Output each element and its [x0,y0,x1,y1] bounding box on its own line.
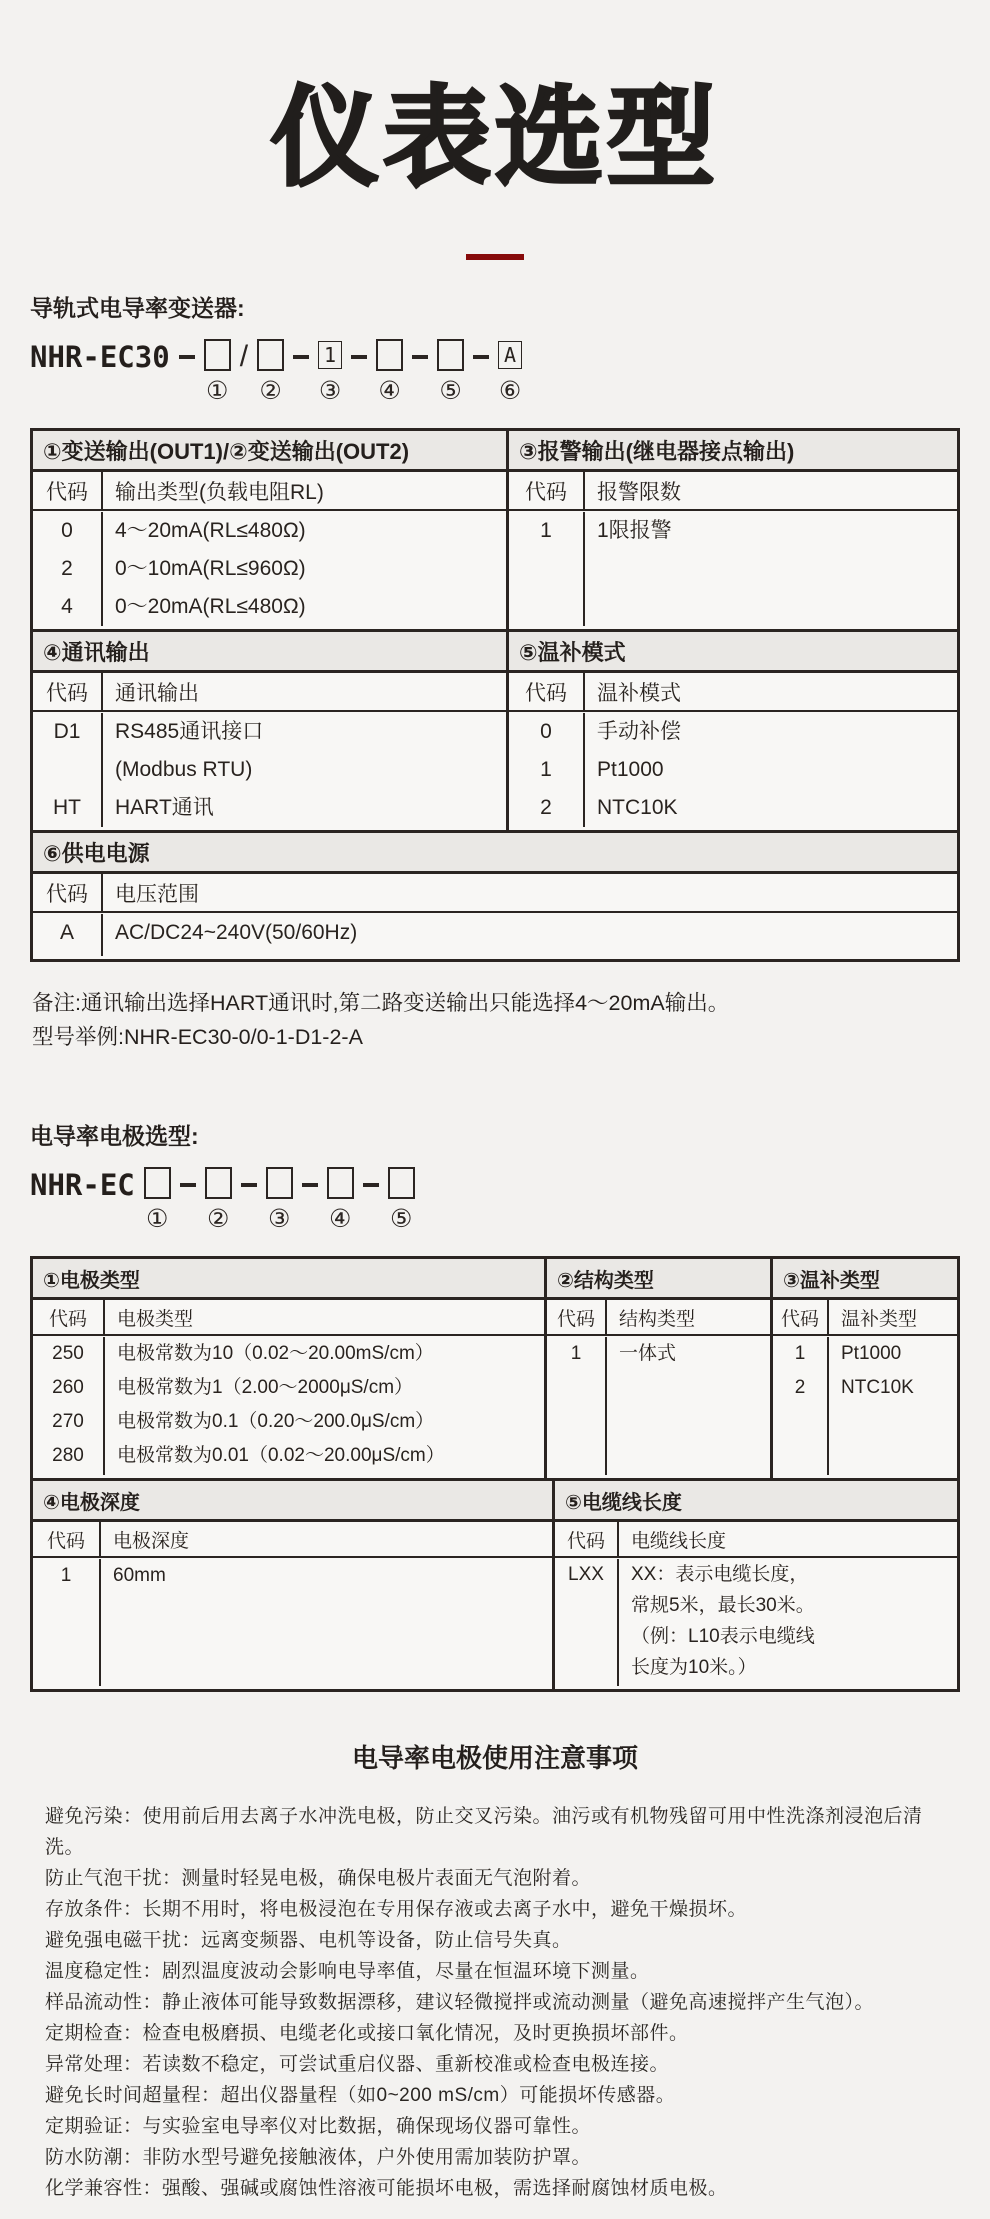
model-slot-3 [266,1167,293,1232]
code-header: 代码 [547,1300,607,1334]
note-line: 避免污染：使用前后用去离子水冲洗电极，防止交叉污染。油污或有机物残留可用中性洗涤剂浸泡后清洗。 [45,1806,923,1858]
section-title: ③报警输出(继电器接点输出) [509,431,957,472]
section-body [773,1336,957,1478]
dash-separator [179,355,195,359]
position-label: ⑤ [390,1205,413,1233]
column-headers [773,1300,957,1336]
code-header: 代码 [33,874,103,911]
column-headers [555,1522,957,1558]
section-body [509,712,957,830]
note-line: 避免强电磁干扰：远离变频器、电机等设备，防止信号失真。 [45,1930,572,1951]
position-label: ③ [268,1205,291,1233]
code-cells [33,512,103,626]
position-label: ② [207,1205,230,1233]
position-label: ① [146,1205,169,1233]
desc-cell: 手动补偿 [597,720,681,743]
model-slot-4 [327,1167,354,1232]
model-box [144,1167,171,1199]
model-prefix: NHR-EC [30,1168,135,1202]
position-label: ③ [318,377,342,405]
model-box [257,339,284,371]
desc-header: 温补类型 [841,1308,918,1330]
transmitter-spec-table [30,428,960,962]
page-title: 仪表选型 [270,77,719,198]
desc-header: 电缆线长度 [631,1530,727,1552]
desc-cell: 4～20mA(RL≤480Ω) [115,519,306,542]
note-line: 化学兼容性：强酸、强碱或腐蚀性溶液可能损坏电极，需选择耐腐蚀材质电极。 [45,2178,728,2199]
section-out [33,431,506,629]
note-line: 防止气泡干扰：测量时轻晃电极，确保电极片表面无气泡附着。 [45,1868,592,1889]
code-cell: 0 [540,720,552,743]
section-title: ②结构类型 [547,1259,770,1300]
section-body [33,1558,552,1689]
code-cell: LXX [568,1564,604,1585]
note-line: 避免长时间超量程：超出仪器量程（如0~200 mS/cm）可能损坏传感器。 [45,2085,676,2106]
desc-cell: AC/DC24~240V(50/60Hz) [115,921,358,944]
code-cell: 1 [570,1343,582,1364]
section-power [33,833,957,959]
desc-cell: 0～10mA(RL≤960Ω) [115,557,306,580]
model-box [327,1167,354,1199]
section-title: ①电极类型 [33,1259,544,1300]
table-row [33,1259,957,1478]
note-line: 定期验证：与实验室电导率仪对比数据，确保现场仪器可靠性。 [45,2116,592,2137]
desc-cell: NTC10K [841,1377,914,1398]
dash-separator [351,355,367,359]
section-temp-comp [770,1259,957,1478]
section-body [555,1558,957,1689]
desc-cells [101,1559,552,1686]
code-cell: 1 [60,1565,72,1586]
desc-cell: Pt1000 [597,758,664,781]
model-slot-6 [498,339,522,404]
model-slot-2 [205,1167,232,1232]
desc-cell: 60mm [113,1565,166,1586]
section-title: ④通讯输出 [33,632,506,673]
code-cell: 2 [540,796,552,819]
model-box [204,339,231,371]
desc-cells [829,1337,957,1475]
dash-separator [412,355,428,359]
code-cells [773,1337,829,1475]
section-body [33,913,957,959]
model-prefix: NHR-EC30 [30,340,170,374]
dash-separator [293,355,309,359]
position-label: ④ [329,1205,352,1233]
model-slot-5 [437,339,464,404]
section-title: ⑤温补模式 [509,632,957,673]
column-headers [547,1300,770,1336]
desc-cells [103,713,506,827]
code-cell: 260 [52,1377,84,1398]
model-slot-5 [388,1167,415,1232]
code-header: 代码 [555,1522,619,1556]
desc-cells [607,1337,770,1475]
code-cell: 4 [61,595,73,618]
code-cell: HT [53,796,81,819]
desc-cell: 一体式 [619,1343,677,1364]
electrode-spec-table [30,1256,960,1692]
code-cells [33,713,103,827]
model-box [437,339,464,371]
section-structure [544,1259,770,1478]
dash-separator [363,1183,379,1187]
model-box [205,1167,232,1199]
position-label: ② [259,377,282,405]
section-alarm [506,431,957,629]
section-body [509,511,957,629]
code-cells [547,1337,607,1475]
code-cells [33,1559,101,1686]
desc-cells [585,512,957,626]
code-cell: 0 [61,519,73,542]
code-cells [33,1337,105,1475]
section-title: ⑤电缆线长度 [555,1481,957,1522]
code-header: 代码 [33,1300,105,1334]
remark-text: 备注:通讯输出选择HART通讯时,第二路变送输出只能选择4～20mA输出。 [32,991,730,1015]
desc-cells [103,914,957,956]
position-label: ⑥ [498,377,522,405]
section-depth [33,1481,552,1689]
code-cell: 1 [794,1343,806,1364]
code-cells [509,713,585,827]
column-headers [33,472,506,511]
desc-cells [585,713,957,827]
column-headers [509,472,957,511]
model-box [376,339,403,371]
desc-cell: (Modbus RTU) [115,758,253,781]
model-box [266,1167,293,1199]
section-cable [552,1481,957,1689]
model-slot-1 [144,1167,171,1232]
dash-separator [302,1183,318,1187]
section-body [547,1336,770,1478]
section-title: ④电极深度 [33,1481,552,1522]
section-temp [506,632,957,830]
section-body [33,712,506,830]
section-body [33,1336,544,1478]
note-line: 样品流动性：静止液体可能导致数据漂移，建议轻微搅拌或流动测量（避免高速搅拌产生气泡）。 [45,1992,875,2013]
table-row [33,629,957,830]
desc-cell: 长度为10米。） [631,1657,757,1678]
desc-cells [103,512,506,626]
desc-header: 报警限数 [597,480,681,504]
desc-header: 结构类型 [619,1308,696,1330]
section-title: ③温补类型 [773,1259,957,1300]
note-line: 定期检查：检查电极磨损、电缆老化或接口氧化情况，及时更换损坏部件。 [45,2023,689,2044]
note-line: 防水防潮：非防水型号避免接触液体，户外使用需加装防护罩。 [45,2147,592,2168]
position-label: ⑤ [439,377,462,405]
desc-cell: XX：表示电缆长度， [631,1564,809,1585]
desc-cells [619,1559,957,1686]
position-label: ④ [378,377,401,405]
desc-cell: 电极常数为1（2.00～2000μS/cm） [117,1377,414,1398]
model-slot-1 [204,339,231,404]
section-comm [33,632,506,830]
transmitter-heading: 导轨式电导率变送器: [30,295,245,321]
position-label: ① [205,377,229,405]
code-cell: A [59,921,74,944]
desc-cell: 电极常数为10（0.02～20.00mS/cm） [117,1343,434,1364]
model-box: A [498,341,522,369]
note-line: 存放条件：长期不用时，将电极浸泡在专用保存液或去离子水中，避免干燥损坏。 [45,1899,748,1920]
section-electrode-type [33,1259,544,1478]
example-text: 型号举例:NHR-EC30-0/0-1-D1-2-A [32,1025,363,1049]
desc-cell: 电极常数为0.01（0.02～20.00μS/cm） [117,1445,445,1466]
transmitter-model-line [30,339,990,404]
desc-header: 电极深度 [113,1530,190,1552]
code-cells [509,512,585,626]
notes-heading: 电导率电极使用注意事项 [351,1743,638,1773]
note-line: 异常处理：若读数不稳定，可尝试重启仪器、重新校准或检查电极连接。 [45,2054,670,2075]
accent-dash [466,254,524,260]
desc-cell: 1限报警 [597,519,672,542]
model-slot-3 [318,339,342,404]
dash-separator [241,1183,257,1187]
code-cells [555,1559,619,1686]
column-headers [33,874,957,913]
electrode-model-line [30,1167,990,1232]
desc-header: 温补模式 [597,681,681,705]
code-header: 代码 [33,673,103,710]
code-header: 代码 [33,1522,101,1556]
code-cells [33,914,103,956]
note-line: 温度稳定性：剧烈温度波动会影响电导率值，尽量在恒温环境下测量。 [45,1961,650,1982]
code-cell: 2 [794,1377,806,1398]
hero-section [0,0,990,260]
model-slot-4 [376,339,403,404]
code-cell: 250 [52,1343,84,1364]
section-title: ①变送输出(OUT1)/②变送输出(OUT2) [33,431,506,472]
code-cell: 270 [52,1411,84,1432]
desc-cell: 常规5米，最长30米。 [631,1595,815,1616]
column-headers [33,1300,544,1336]
model-slot-2 [257,339,284,404]
column-headers [33,1522,552,1558]
desc-cell: NTC10K [597,796,678,819]
desc-cell: Pt1000 [841,1343,902,1364]
model-box: 1 [318,341,342,369]
model-box [388,1167,415,1199]
dash-separator [180,1183,196,1187]
code-header: 代码 [773,1300,829,1334]
desc-header: 输出类型(负载电阻RL) [115,480,324,504]
table-row [33,830,957,959]
electrode-heading: 电导率电极选型: [30,1123,199,1149]
remark-block [32,986,990,1054]
code-cell: 1 [540,519,552,542]
column-headers [33,673,506,712]
table-row [33,1478,957,1689]
code-header: 代码 [509,673,585,710]
desc-cells [105,1337,544,1475]
notes-list [45,1801,950,2204]
table-row [33,431,957,629]
desc-header: 电极类型 [117,1308,194,1330]
code-cell: 1 [540,758,552,781]
desc-cell: （例：L10表示电缆线 [631,1626,815,1647]
desc-cell: HART通讯 [115,796,214,819]
desc-cell: RS485通讯接口 [115,720,264,743]
section-title: ⑥供电电源 [33,833,957,874]
code-header: 代码 [509,472,585,509]
column-headers [509,673,957,712]
desc-header: 电压范围 [115,882,199,906]
desc-cell: 0～20mA(RL≤480Ω) [115,595,306,618]
code-cell: 2 [61,557,73,580]
desc-cell: 电极常数为0.1（0.20～200.0μS/cm） [117,1411,435,1432]
code-cell: 280 [52,1445,84,1466]
desc-header: 通讯输出 [115,681,199,705]
code-cell: D1 [53,720,81,743]
dash-separator [473,355,489,359]
slash-separator: / [239,340,249,373]
code-header: 代码 [33,472,103,509]
section-body [33,511,506,629]
